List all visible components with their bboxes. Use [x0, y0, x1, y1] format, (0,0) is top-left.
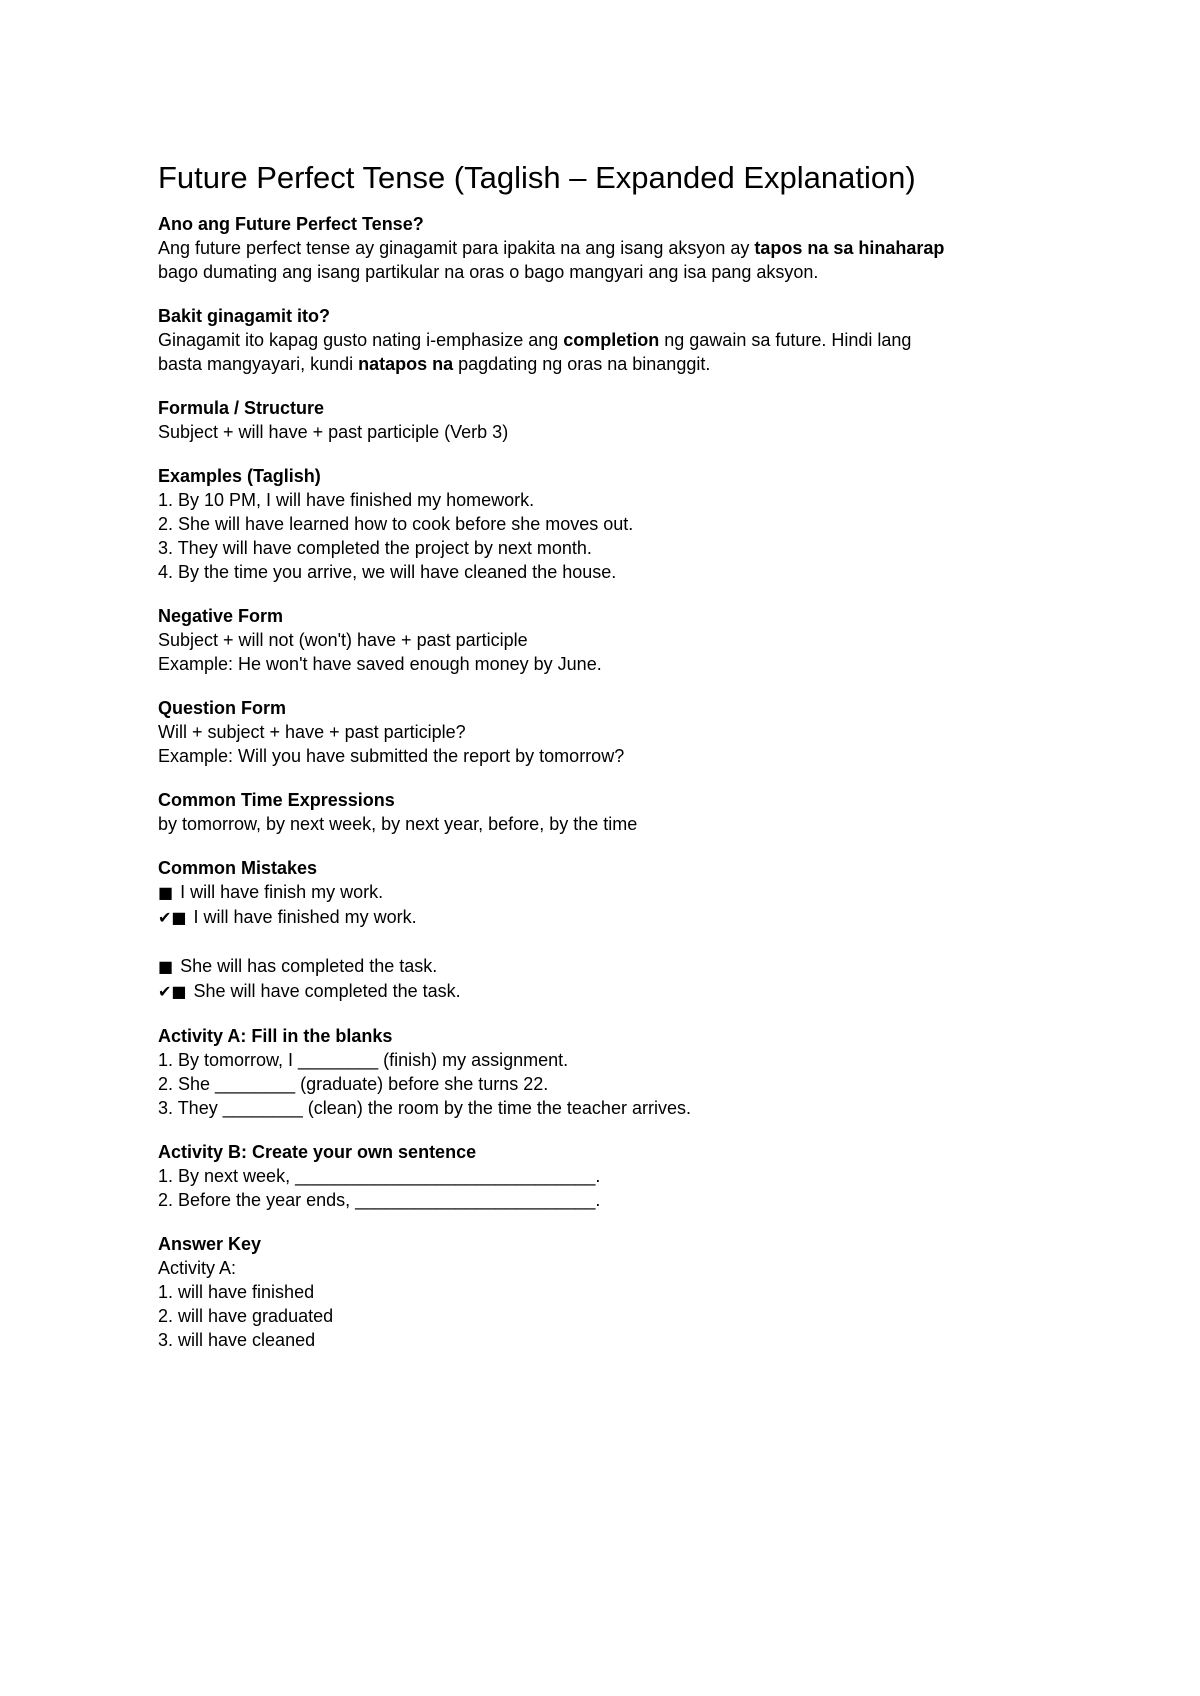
list-item: 3. will have cleaned	[158, 1330, 316, 1350]
text-span: basta mangyayari, kundi	[158, 354, 359, 374]
paragraph-line	[158, 328, 1058, 352]
paragraph-line: bago dumating ang isang partikular na oras o bago mangyari ang isa pang aksyon.	[158, 262, 819, 282]
paragraph-line	[158, 352, 1058, 376]
text-span: I will have finished my work.	[188, 907, 417, 927]
text-span: pagdating ng oras na binanggit.	[453, 354, 711, 374]
text-span: Ang future perfect tense ay ginagamit para ipakita na ang isang aksyon ay	[158, 238, 755, 258]
formula-text: Subject + will have + past participle (Verb 3)	[158, 422, 509, 442]
section-why	[158, 304, 1058, 376]
structure-text: Subject + will not (won't) have + past participle	[158, 630, 528, 650]
cross-icon: ■	[158, 883, 174, 902]
list-item: 2. She ________ (graduate) before she turns 22.	[158, 1074, 549, 1094]
section-heading: Common Time Expressions	[158, 790, 395, 810]
list-item: 1. By tomorrow, I ________ (finish) my assignment.	[158, 1050, 569, 1070]
wrong-example	[158, 880, 1058, 905]
list-item: 4. By the time you arrive, we will have cleaned the house.	[158, 562, 617, 582]
check-icon: ✔■	[158, 908, 187, 927]
section-activity-a	[158, 1024, 1058, 1120]
section-heading: Negative Form	[158, 606, 284, 626]
time-expressions-text: by tomorrow, by next week, by next year, before, by the time	[158, 814, 638, 834]
list-item: 1. By next week, ______________________________.	[158, 1166, 601, 1186]
example-text: Example: Will you have submitted the report by tomorrow?	[158, 746, 625, 766]
section-time-expressions	[158, 788, 1058, 836]
cross-icon: ■	[158, 957, 174, 976]
section-activity-b	[158, 1140, 1058, 1212]
text-span: ng gawain sa future. Hindi lang	[659, 330, 912, 350]
bold-text: natapos na	[358, 354, 454, 374]
right-example	[158, 979, 1058, 1004]
text-span: Ginagamit ito kapag gusto nating i-emphasize ang	[158, 330, 564, 350]
section-heading: Bakit ginagamit ito?	[158, 306, 331, 326]
text-span: She will has completed the task.	[175, 956, 438, 976]
section-negative	[158, 604, 1058, 676]
document-title: Future Perfect Tense (Taglish – Expanded Explanation)	[158, 160, 916, 195]
list-item: 3. They will have completed the project by next month.	[158, 538, 592, 558]
section-formula	[158, 396, 1058, 444]
list-item: 2. She will have learned how to cook before she moves out.	[158, 514, 634, 534]
section-heading: Activity A: Fill in the blanks	[158, 1026, 393, 1046]
example-text: Example: He won't have saved enough money by June.	[158, 654, 602, 674]
section-mistakes	[158, 856, 1058, 1004]
section-answer-key	[158, 1232, 1058, 1352]
list-item: 3. They ________ (clean) the room by the time the teacher arrives.	[158, 1098, 691, 1118]
section-heading: Answer Key	[158, 1234, 262, 1254]
list-item: 2. will have graduated	[158, 1306, 334, 1326]
section-examples	[158, 464, 1058, 584]
section-what	[158, 212, 1058, 284]
check-icon: ✔■	[158, 982, 187, 1001]
section-question	[158, 696, 1058, 768]
section-heading: Question Form	[158, 698, 287, 718]
section-heading: Formula / Structure	[158, 398, 325, 418]
text-span: I will have finish my work.	[175, 882, 384, 902]
section-heading: Common Mistakes	[158, 858, 318, 878]
text-span: She will have completed the task.	[188, 981, 461, 1001]
document-page	[158, 158, 1058, 1372]
list-item: 1. By 10 PM, I will have finished my homework.	[158, 490, 535, 510]
wrong-example	[158, 954, 1058, 979]
paragraph-line	[158, 236, 1058, 260]
answer-subheading: Activity A:	[158, 1258, 237, 1278]
section-heading: Ano ang Future Perfect Tense?	[158, 214, 424, 234]
bold-text: completion	[563, 330, 660, 350]
right-example	[158, 905, 1058, 930]
list-item: 1. will have finished	[158, 1282, 315, 1302]
list-item: 2. Before the year ends, ________________________.	[158, 1190, 601, 1210]
bold-text: tapos na sa hinaharap	[754, 238, 945, 258]
structure-text: Will + subject + have + past participle?	[158, 722, 466, 742]
section-heading: Activity B: Create your own sentence	[158, 1142, 477, 1162]
section-heading: Examples (Taglish)	[158, 466, 321, 486]
spacer	[158, 930, 1058, 954]
